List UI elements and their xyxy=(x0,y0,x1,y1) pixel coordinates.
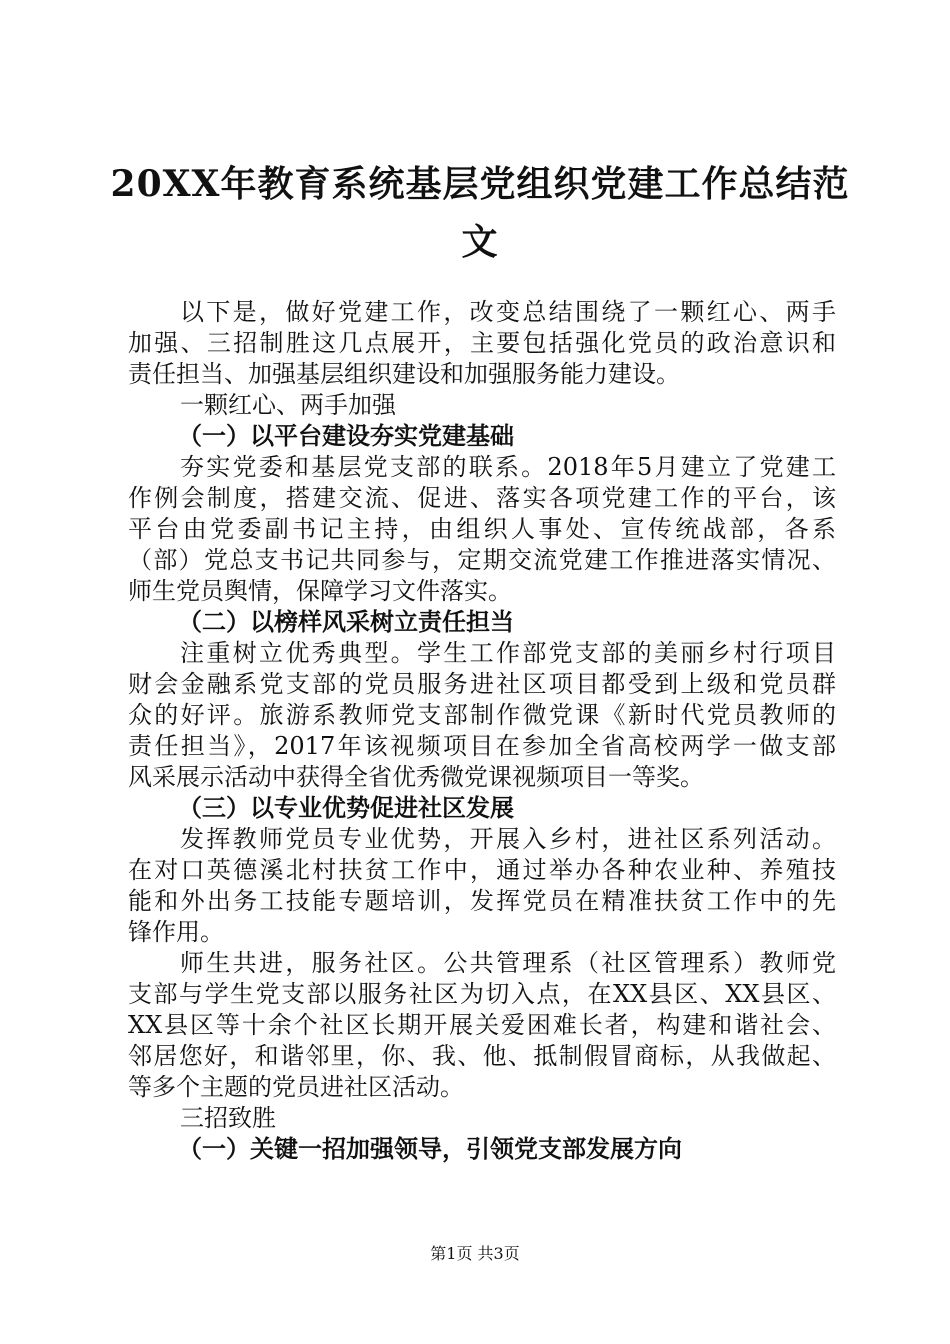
body-text-line: 注重树立优秀典型。学生工作部党支部的美丽乡村行项目 xyxy=(180,639,836,667)
body-text-line: （部）党总支书记共同参与，定期交流党建工作推进落实情况、 xyxy=(128,546,836,574)
body-text-line: XX县区等十余个社区长期开展关爱困难长者，构建和谐社会、 xyxy=(128,1011,836,1039)
body-text-line: 责任担当、加强基层组织建设和加强服务能力建设。 xyxy=(128,360,680,388)
body-text-line: 责任担当》，2017年该视频项目在参加全省高校两学一做支部 xyxy=(128,732,836,760)
body-text-line: 师生共进，服务社区。公共管理系（社区管理系）教师党 xyxy=(180,949,836,977)
body-text-line: 等多个主题的党员进社区活动。 xyxy=(128,1073,464,1101)
body-text-line: 能和外出务工技能专题培训，发挥党员在精准扶贫工作中的先 xyxy=(128,887,836,915)
page-footer: 第1页 共3页 xyxy=(430,1244,520,1263)
body-text-line: 发挥教师党员专业优势，开展入乡村，进社区系列活动。 xyxy=(180,825,836,853)
section-heading: （三）以专业优势促进社区发展 xyxy=(178,794,514,822)
body-text-line: 邻居您好，和谐邻里，你、我、他、抵制假冒商标，从我做起、 xyxy=(128,1042,836,1070)
body-text-line: 平台由党委副书记主持，由组织人事处、宣传统战部，各系 xyxy=(128,515,836,543)
section-heading: （一）以平台建设夯实党建基础 xyxy=(178,422,514,450)
body-text-line: 财会金融系党支部的党员服务进社区项目都受到上级和党员群 xyxy=(128,670,836,698)
body-text-line: 夯实党委和基层党支部的联系。2018年5月建立了党建工 xyxy=(180,453,836,481)
body-text-line: 支部与学生党支部以服务社区为切入点，在XX县区、XX县区、 xyxy=(128,980,836,1008)
body-text-line: 作例会制度，搭建交流、促进、落实各项党建工作的平台，该 xyxy=(128,484,836,512)
body-text-line: 以下是，做好党建工作，改变总结围绕了一颗红心、两手 xyxy=(180,298,836,326)
document-title-line-2: 文 xyxy=(461,221,499,263)
body-text-line: 加强、三招制胜这几点展开，主要包括强化党员的政治意识和 xyxy=(128,329,836,357)
body-text-line: 师生党员舆情，保障学习文件落实。 xyxy=(128,577,512,605)
body-text-line: 锋作用。 xyxy=(128,918,224,946)
body-text-line: 风采展示活动中获得全省优秀微党课视频项目一等奖。 xyxy=(128,763,704,791)
document-title-line-1: 20XX年教育系统基层党组织党建工作总结范 xyxy=(110,163,850,205)
body-text-line: 在对口英德溪北村扶贫工作中，通过举办各种农业种、养殖技 xyxy=(128,856,836,884)
body-text-line: 众的好评。旅游系教师党支部制作微党课《新时代党员教师的 xyxy=(128,701,836,729)
section-heading: （一）关键一招加强领导，引领党支部发展方向 xyxy=(178,1135,682,1163)
body-text-line: 三招致胜 xyxy=(180,1104,276,1132)
section-heading: （二）以榜样风采树立责任担当 xyxy=(178,608,514,636)
body-text-line: 一颗红心、两手加强 xyxy=(180,391,396,419)
